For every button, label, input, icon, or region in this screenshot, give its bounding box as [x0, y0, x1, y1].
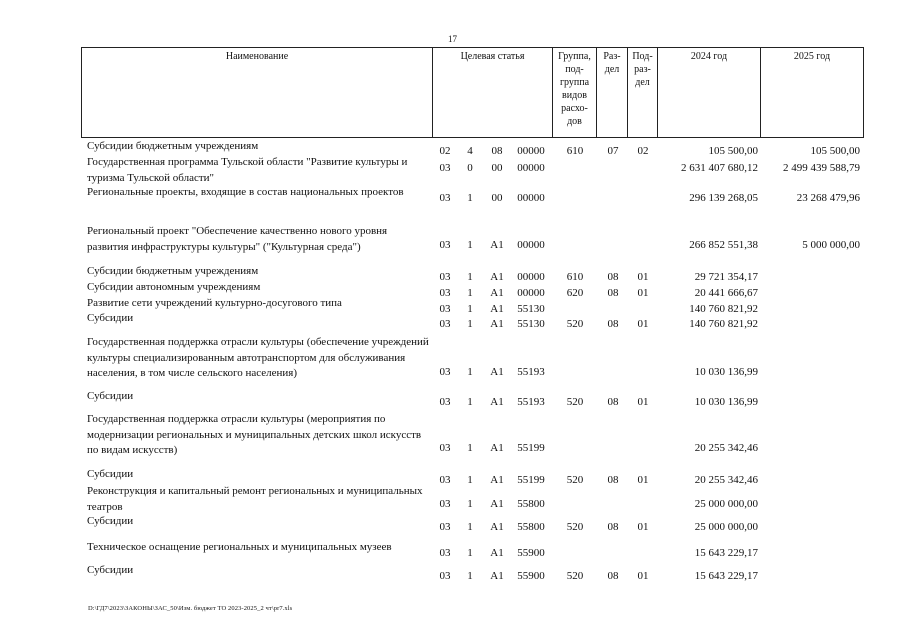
row-cell-c2: 1	[467, 287, 473, 299]
header-name: Наименование	[81, 47, 433, 138]
row-cell-c4: 55130	[517, 318, 545, 330]
row-cell-c3: A1	[490, 521, 504, 533]
row-cell-c2: 1	[467, 570, 473, 582]
row-name: Субсидии	[87, 312, 134, 324]
row-cell-c4: 55193	[517, 396, 545, 408]
row-cell-sub: 01	[637, 287, 649, 299]
header-year-2025: 2025 год	[760, 47, 864, 138]
row-cell-c1: 03	[439, 287, 451, 299]
row-cell-c4: 55199	[517, 442, 545, 454]
row-cell-y1: 140 760 821,92	[689, 303, 758, 315]
row-cell-sec: 08	[607, 271, 619, 283]
header-target: Целевая статья	[432, 47, 553, 138]
row-cell-sub: 01	[637, 271, 649, 283]
row-cell-c4: 00000	[517, 271, 545, 283]
row-cell-c3: A1	[490, 366, 504, 378]
row-cell-c4: 55800	[517, 521, 545, 533]
row-cell-c4: 00000	[517, 287, 545, 299]
row-cell-c2: 1	[467, 192, 473, 204]
row-cell-c3: A1	[490, 287, 504, 299]
row-cell-grp: 520	[566, 521, 584, 533]
row-cell-sec: 08	[607, 396, 619, 408]
row-cell-y2: 23 268 479,96	[796, 192, 860, 204]
row-name: Государственная поддержка отрасли культуры (мероприятия по модернизации региональных и муниципальных детских школ искусств по видам искусств)	[87, 413, 422, 456]
row-cell-c2: 1	[467, 521, 473, 533]
row-cell-y1: 25 000 000,00	[694, 521, 758, 533]
row-cell-y2: 2 499 439 588,79	[783, 162, 860, 174]
row-cell-sec: 08	[607, 521, 619, 533]
row-cell-y1: 2 631 407 680,12	[681, 162, 758, 174]
row-cell-c3: A1	[490, 570, 504, 582]
row-cell-c2: 1	[467, 396, 473, 408]
row-cell-grp: 620	[566, 287, 584, 299]
row-cell-grp: 520	[566, 474, 584, 486]
row-cell-c4: 00000	[517, 239, 545, 251]
row-cell-sub: 01	[637, 318, 649, 330]
row-cell-sec: 08	[607, 474, 619, 486]
row-cell-y1: 25 000 000,00	[694, 498, 758, 510]
row-cell-c1: 03	[439, 192, 451, 204]
row-cell-y1: 20 441 666,67	[694, 287, 758, 299]
row-cell-c2: 1	[467, 239, 473, 251]
row-cell-c2: 1	[467, 442, 473, 454]
row-cell-grp: 520	[566, 396, 584, 408]
row-name: Техническое оснащение региональных и муниципальных музеев	[87, 541, 392, 553]
row-cell-grp: 610	[566, 145, 584, 157]
row-cell-c2: 1	[467, 303, 473, 315]
row-cell-c1: 03	[439, 303, 451, 315]
row-cell-sub: 01	[637, 570, 649, 582]
row-cell-c1: 03	[439, 498, 451, 510]
row-cell-c2: 1	[467, 318, 473, 330]
file-path-footer: D:\ГД7\2023\ЗАКОНЫ\ЗАС_50\Изм. бюджет ТО 2023-2025_2 чт\pr7.xls	[88, 605, 293, 612]
row-name: Субсидии	[87, 515, 134, 527]
row-name: Субсидии	[87, 564, 134, 576]
header-year-2024: 2024 год	[657, 47, 761, 138]
row-cell-c1: 03	[439, 570, 451, 582]
row-cell-c4: 00000	[517, 162, 545, 174]
row-cell-c1: 03	[439, 547, 451, 559]
row-cell-c3: 08	[491, 145, 503, 157]
row-cell-c4: 55130	[517, 303, 545, 315]
row-name: Государственная поддержка отрасли культуры (обеспечение учреждений культуры специализированным автотранспортом для обслуживания населения, в том числе сельского населения)	[87, 336, 429, 379]
row-cell-c3: A1	[490, 498, 504, 510]
row-cell-sec: 07	[607, 145, 619, 157]
row-cell-c3: A1	[490, 442, 504, 454]
row-cell-y1: 10 030 136,99	[694, 396, 758, 408]
row-cell-c1: 03	[439, 162, 451, 174]
row-cell-c1: 03	[439, 396, 451, 408]
row-cell-sub: 01	[637, 474, 649, 486]
row-cell-sub: 02	[637, 145, 649, 157]
row-cell-c4: 55900	[517, 547, 545, 559]
row-cell-c3: A1	[490, 396, 504, 408]
row-cell-c3: A1	[490, 318, 504, 330]
row-cell-c2: 0	[467, 162, 473, 174]
row-cell-c2: 1	[467, 498, 473, 510]
row-cell-c4: 00000	[517, 145, 545, 157]
row-cell-c3: 00	[491, 192, 503, 204]
row-cell-c1: 02	[439, 145, 451, 157]
row-cell-c2: 1	[467, 271, 473, 283]
row-cell-c2: 1	[467, 547, 473, 559]
row-cell-grp: 520	[566, 570, 584, 582]
row-cell-y2: 105 500,00	[810, 145, 860, 157]
row-cell-c3: 00	[491, 162, 503, 174]
row-name: Развитие сети учреждений культурно-досугового типа	[87, 297, 342, 309]
row-cell-y1: 296 139 268,05	[689, 192, 758, 204]
row-cell-c4: 00000	[517, 192, 545, 204]
row-cell-y1: 20 255 342,46	[694, 442, 758, 454]
row-cell-y1: 140 760 821,92	[689, 318, 758, 330]
row-cell-c4: 55199	[517, 474, 545, 486]
row-cell-c3: A1	[490, 547, 504, 559]
row-cell-y2: 5 000 000,00	[802, 239, 860, 251]
row-cell-c3: A1	[490, 271, 504, 283]
row-cell-c3: A1	[490, 303, 504, 315]
row-cell-y1: 20 255 342,46	[694, 474, 758, 486]
row-cell-c3: A1	[490, 474, 504, 486]
row-cell-y1: 105 500,00	[708, 145, 758, 157]
row-cell-sec: 08	[607, 318, 619, 330]
row-cell-c4: 55900	[517, 570, 545, 582]
row-cell-y1: 266 852 551,38	[689, 239, 758, 251]
row-cell-y1: 15 643 229,17	[694, 547, 758, 559]
row-cell-c1: 03	[439, 474, 451, 486]
row-cell-c2: 1	[467, 366, 473, 378]
row-cell-sub: 01	[637, 396, 649, 408]
row-name: Субсидии бюджетным учреждениям	[87, 265, 259, 277]
row-name: Субсидии	[87, 468, 134, 480]
row-cell-sec: 08	[607, 570, 619, 582]
header-subsection: Под- раз- дел	[627, 47, 658, 138]
row-cell-c4: 55800	[517, 498, 545, 510]
row-name: Субсидии автономным учреждениям	[87, 281, 261, 293]
row-cell-sec: 08	[607, 287, 619, 299]
row-cell-c2: 4	[467, 145, 473, 157]
row-name: Государственная программа Тульской области "Развитие культуры и туризма Тульской области"	[87, 156, 408, 184]
row-cell-y1: 10 030 136,99	[694, 366, 758, 378]
row-cell-c3: A1	[490, 239, 504, 251]
row-cell-c1: 03	[439, 442, 451, 454]
row-cell-c4: 55193	[517, 366, 545, 378]
row-cell-c1: 03	[439, 271, 451, 283]
row-cell-grp: 610	[566, 271, 584, 283]
header-group: Группа, под- группа видов расхо- дов	[552, 47, 597, 138]
row-name: Региональные проекты, входящие в состав национальных проектов	[87, 186, 404, 198]
header-section: Раз- дел	[596, 47, 628, 138]
row-cell-c1: 03	[439, 521, 451, 533]
row-cell-sub: 01	[637, 521, 649, 533]
row-name: Региональный проект "Обеспечение качественно нового уровня развития инфраструктуры культуры" ("Культурная среда")	[87, 225, 388, 253]
row-name: Субсидии	[87, 390, 134, 402]
row-cell-y1: 29 721 354,17	[694, 271, 758, 283]
row-cell-grp: 520	[566, 318, 584, 330]
row-cell-c1: 03	[439, 318, 451, 330]
page-number: 17	[448, 34, 457, 44]
row-cell-c1: 03	[439, 366, 451, 378]
row-name: Реконструкция и капитальный ремонт региональных и муниципальных театров	[87, 485, 423, 513]
row-cell-c1: 03	[439, 239, 451, 251]
row-name: Субсидии бюджетным учреждениям	[87, 140, 259, 152]
row-cell-y1: 15 643 229,17	[694, 570, 758, 582]
row-cell-c2: 1	[467, 474, 473, 486]
